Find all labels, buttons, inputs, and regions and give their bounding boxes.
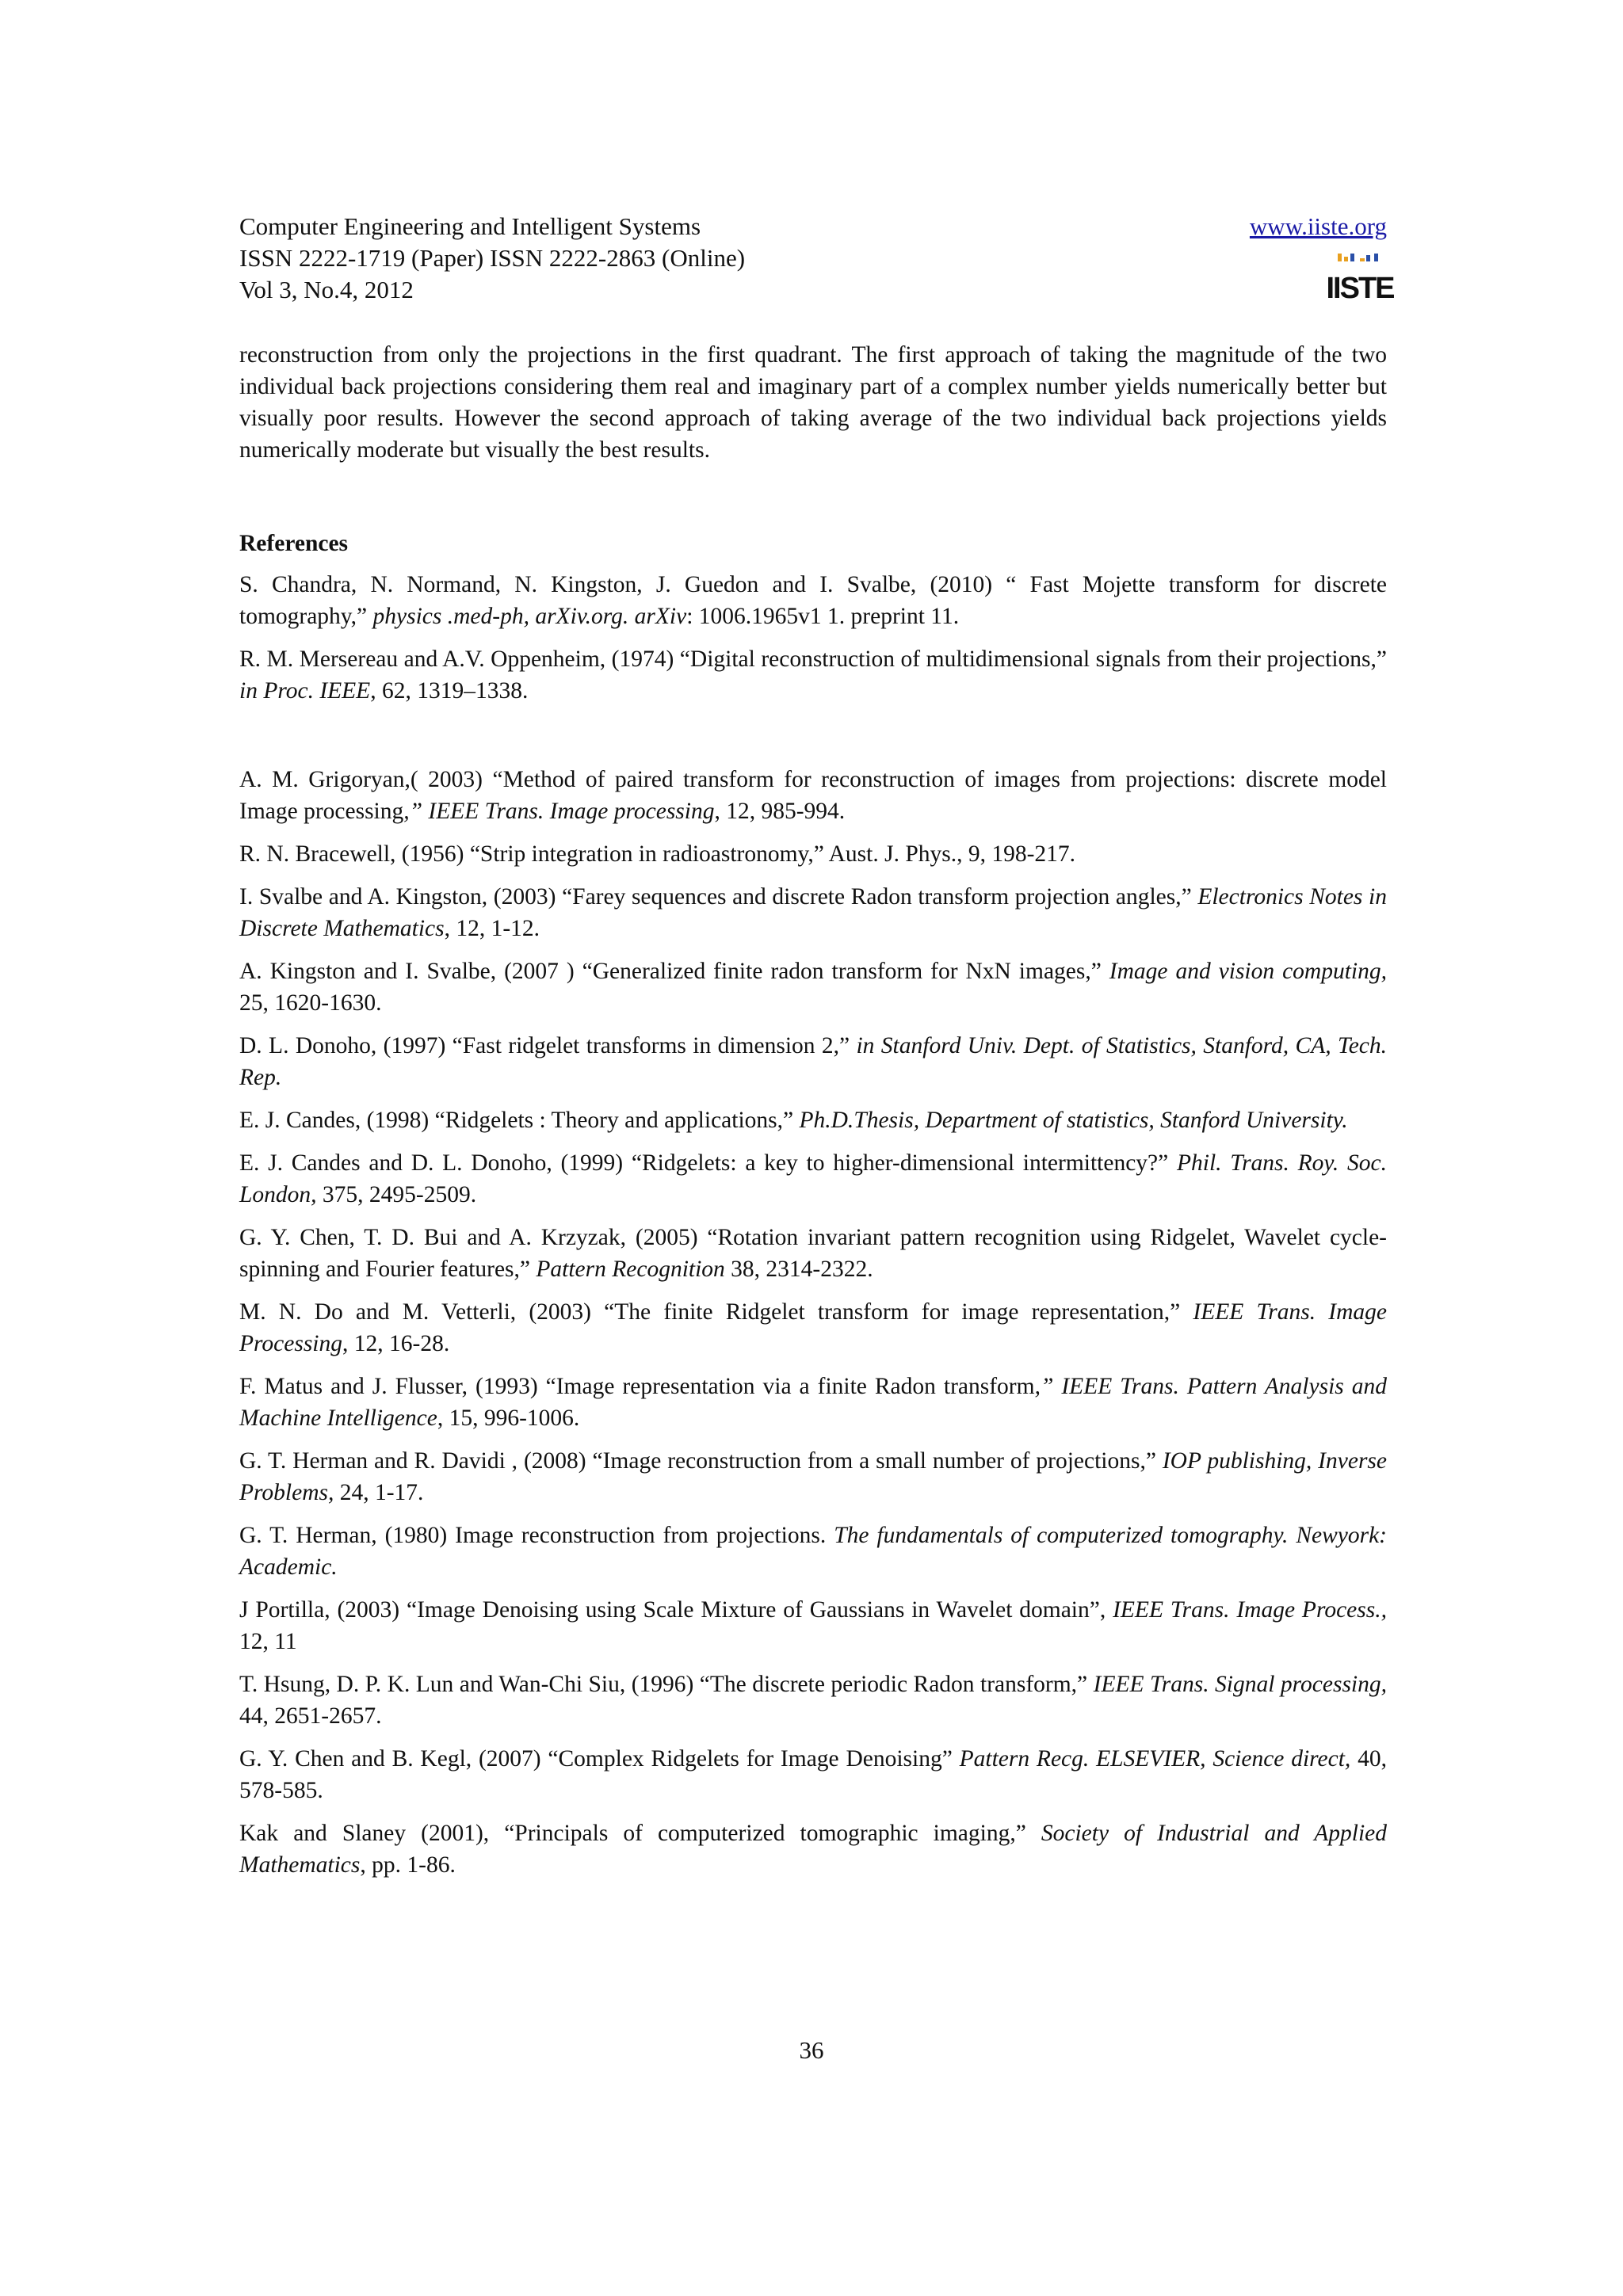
reference-item: G. T. Herman and R. Davidi , (2008) “Image reconstruction from a small number of projections,” IOP publishing, Inverse Problems, 24, 1-17. xyxy=(239,1448,1387,1505)
reference-item: E. J. Candes, (1998) “Ridgelets : Theory and applications,” Ph.D.Thesis, Department of statistics, Stanford University. xyxy=(239,1108,1348,1133)
reference-item: A. M. Grigoryan,( 2003) “Method of paired transform for reconstruction of images from projections: discrete model Image processing,” IEEE Trans. Image processing, 12, 985-994. xyxy=(239,767,1387,824)
website-link[interactable]: www.iiste.org xyxy=(1249,212,1387,240)
intro-paragraph: reconstruction from only the projections in the first quadrant. The first approach of taking the magnitude of the two individual back projections considering them real and imaginary part of a complex number yields numerically better but visually poor results. However the second approach of taking average of the two individual back projections yields numerically moderate but visually the best results. xyxy=(239,342,1387,463)
reference-item: E. J. Candes and D. L. Donoho, (1999) “Ridgelets: a key to higher-dimensional intermittency?” Phil. Trans. Roy. Soc. London, 375, 2495-2509. xyxy=(239,1150,1387,1207)
reference-item: F. Matus and J. Flusser, (1993) “Image representation via a finite Radon transform,” IEEE Trans. Pattern Analysis and Machine Intelligence, 15, 996-1006. xyxy=(239,1374,1387,1431)
reference-item: T. Hsung, D. P. K. Lun and Wan-Chi Siu, (1996) “The discrete periodic Radon transform,” IEEE Trans. Signal processing, 44, 2651-2657. xyxy=(239,1672,1387,1729)
reference-item: M. N. Do and M. Vetterli, (2003) “The finite Ridgelet transform for image representation,” IEEE Trans. Image Processing, 12, 16-28. xyxy=(239,1299,1388,1356)
reference-item: A. Kingston and I. Svalbe, (2007 ) “Generalized finite radon transform for NxN images,” Image and vision computing, 25, 1620-1630. xyxy=(239,959,1387,1016)
page-content xyxy=(239,339,1387,1892)
reference-item: G. Y. Chen and B. Kegl, (2007) “Complex Ridgelets for Image Denoising” Pattern Recg. ELSEVIER, Science direct, 40, 578-585. xyxy=(239,1746,1387,1803)
reference-item: G. Y. Chen, T. D. Bui and A. Krzyzak, (2005) “Rotation invariant pattern recognition using Ridgelet, Wavelet cycle-spinning and Fourier features,” Pattern Recognition 38, 2314-2322. xyxy=(239,1225,1387,1282)
iiste-logo-icon xyxy=(1326,252,1394,305)
reference-item: I. Svalbe and A. Kingston, (2003) “Farey sequences and discrete Radon transform projection angles,” Electronics Notes in Discrete Mathematics, 12, 1-12. xyxy=(239,884,1387,941)
reference-item: D. L. Donoho, (1997) “Fast ridgelet transforms in dimension 2,” in Stanford Univ. Dept. of Statistics, Stanford, CA, Tech. Rep. xyxy=(239,1033,1388,1090)
volume-line: Vol 3, No.4, 2012 xyxy=(239,276,414,303)
page-number: 36 xyxy=(799,2036,824,2064)
references-heading: References xyxy=(239,531,349,556)
reference-item: J Portilla, (2003) “Image Denoising using Scale Mixture of Gaussians in Wavelet domain”, IEEE Trans. Image Process., 12, 11 xyxy=(239,1597,1387,1654)
journal-title: Computer Engineering and Intelligent Systems xyxy=(239,212,701,240)
reference-gap xyxy=(239,718,1387,764)
reference-item: R. N. Bracewell, (1956) “Strip integration in radioastronomy,” Aust. J. Phys., 9, 198-217. xyxy=(239,841,1076,867)
reference-item: Kak and Slaney (2001), “Principals of computerized tomographic imaging,” Society of Industrial and Applied Mathematics, pp. 1-86. xyxy=(239,1821,1387,1878)
issn-line: ISSN 2222-1719 (Paper) ISSN 2222-2863 (Online) xyxy=(239,244,746,272)
page-header xyxy=(239,211,1394,314)
reference-item: S. Chandra, N. Normand, N. Kingston, J. Guedon and I. Svalbe, (2010) “ Fast Mojette transform for discrete tomography,” physics .med-ph, arXiv.org. arXiv: 1006.1965v1 1. preprint 11. xyxy=(239,572,1387,629)
svg-text:IISTE: IISTE xyxy=(1326,272,1394,305)
reference-item: R. M. Mersereau and A.V. Oppenheim, (1974) “Digital reconstruction of multidimensional signals from their projections,” in Proc. IEEE, 62, 1319–1338. xyxy=(239,646,1387,704)
reference-item: G. T. Herman, (1980) Image reconstruction from projections. The fundamentals of computerized tomography. Newyork: Academic. xyxy=(239,1523,1388,1580)
